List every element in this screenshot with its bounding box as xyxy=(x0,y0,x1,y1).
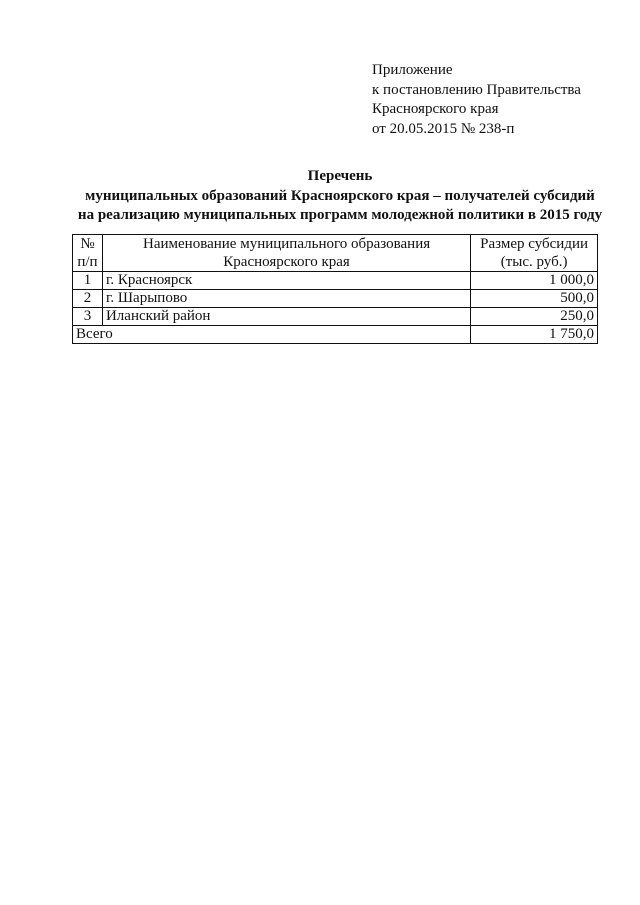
document-title xyxy=(40,167,640,226)
table-header-row xyxy=(73,235,598,272)
header-name-line2: Красноярского края xyxy=(223,253,350,270)
header-amount-line2: (тыс. руб.) xyxy=(500,253,568,270)
attachment-line: Приложение xyxy=(372,62,453,78)
header-name-line1: Наименование муниципального образования xyxy=(143,236,431,252)
subsidies-table xyxy=(72,234,598,344)
title-line: Перечень xyxy=(307,168,373,184)
header-num xyxy=(73,235,103,272)
table-row xyxy=(73,272,598,290)
row-num: 1 xyxy=(73,272,103,290)
row-name: г. Красноярск xyxy=(102,272,470,290)
row-name: г. Шарыпово xyxy=(102,290,470,308)
attachment-line: к постановлению Правительства xyxy=(372,81,581,98)
row-amount: 500,0 xyxy=(471,290,598,308)
total-label: Всего xyxy=(73,326,471,344)
row-amount: 1 000,0 xyxy=(471,272,598,290)
attachment-header xyxy=(372,61,581,139)
row-name: Иланский район xyxy=(102,308,470,326)
attachment-line: Красноярского края xyxy=(372,101,499,117)
title-line: на реализацию муниципальных программ молодежной политики в 2015 году xyxy=(77,207,603,223)
header-amount-line1: Размер субсидии xyxy=(480,236,589,252)
row-amount: 250,0 xyxy=(471,308,598,326)
header-amount xyxy=(471,235,598,272)
header-num-line1: № xyxy=(80,236,95,252)
table-row xyxy=(73,290,598,308)
header-name xyxy=(102,235,470,272)
title-line: муниципальных образований Красноярского края – получателей субсидий xyxy=(85,187,595,204)
total-row xyxy=(73,326,598,344)
header-num-line2: п/п xyxy=(77,253,98,270)
attachment-line: от 20.05.2015 № 238-п xyxy=(372,120,515,137)
total-amount: 1 750,0 xyxy=(471,326,598,344)
row-num: 2 xyxy=(73,290,103,308)
row-num: 3 xyxy=(73,308,103,326)
table-row xyxy=(73,308,598,326)
